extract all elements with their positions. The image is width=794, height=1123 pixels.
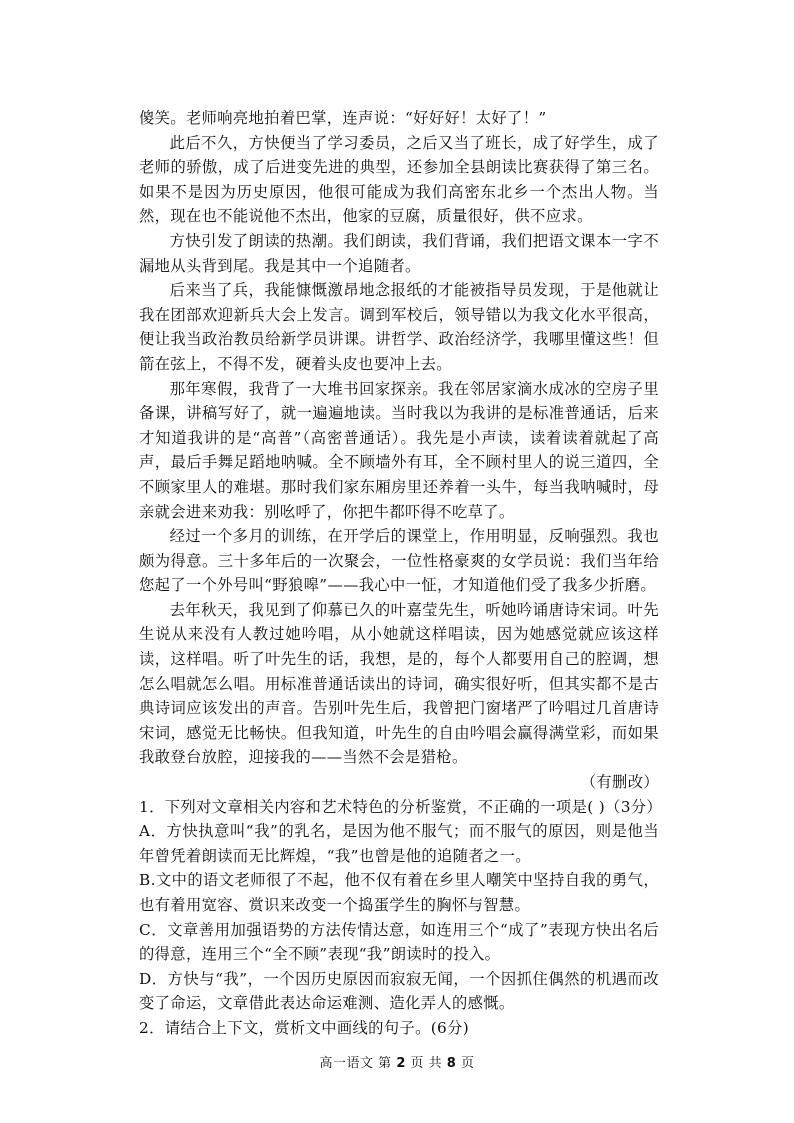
question-1-option-a: A．方快执意叫“我”的乳名，是因为他不服气；而不服气的原因，则是他当年曾凭着朗读而无比辉煌，“我”也曾是他的追随者之一。 <box>139 822 659 865</box>
footer-page-suffix: 页 <box>460 1056 475 1071</box>
abridged-note: （有删改） <box>580 773 659 792</box>
footer-page-prefix: 第 <box>378 1056 392 1071</box>
paragraph-2: 此后不久，方快便当了学习委员，之后又当了班长，成了好学生，成了老师的骄傲，成了后进变先进的典型，还参加全县朗读比赛获得了第三名。如果不是因为历史原因，他很可能成为我们高密东北乡一个杰出人物。当然，现在也不能说他不杰出，他家的豆腐，质量很好，供不应求。 <box>139 133 659 226</box>
footer-page-number: 2 <box>396 1056 406 1071</box>
paragraph-6: 经过一个多月的训练，在开学后的课堂上，作用明显，反响强烈。我也颇为得意。三十多年后的一次聚会，一位性格豪爽的女学员说：我们当年给您起了一个外号叫“野狼嗥”——我心中一怔，才知道他们受了我多少折磨。 <box>139 527 659 595</box>
page-footer <box>0 1052 794 1071</box>
paragraph-7: 去年秋天，我见到了仰慕已久的叶嘉莹先生，听她吟诵唐诗宋词。叶先生说从来没有人教过她吟唱，从小她就这样唱读，因为她感觉就应该这样读，这样唱。听了叶先生的话，我想，是的，每个人都要用自己的腔调，想怎么唱就怎么唱。用标准普通话读出的诗词，确实很好听，但其实都不是古典诗词应该发出的声音。告别叶先生后，我曾把门窗堵严了吟唱过几首唐诗宋词，感觉无比畅快。但我知道，叶先生的自由吟唱会赢得满堂彩，而如果我敢登台放腔，迎接我的——当然不会是猎枪。 <box>139 600 659 767</box>
question-2-stem: 2．请结合上下文，赏析文中画线的句子。(6分) <box>139 1018 470 1037</box>
footer-total-pages: 8 <box>446 1056 457 1071</box>
paragraph-4: 后来当了兵，我能慷慨激昂地念报纸的才能被指导员发现，于是他就让我在团部欢迎新兵大会上发言。调到军校后，领导错以为我文化水平很高，便让我当政治教员给新学员讲课。讲哲学、政治经济学，我哪里懂这些！但箭在弦上，不得不发，硬着头皮也要冲上去。 <box>139 281 659 373</box>
question-1-option-b: B.文中的语文老师很了不起，他不仅有着在乡里人嘲笑中坚持自我的勇气，也有着用宽容、赏识来改变一个捣蛋学生的胸怀与智慧。 <box>139 871 659 914</box>
page-content <box>139 106 663 1041</box>
paragraph-5: 那年寒假，我背了一大堆书回家探亲。我在邻居家滴水成冰的空房子里备课，讲稿写好了，就一遍遍地读。当时我以为我讲的是标准普通话，后来才知道我讲的是“高普”（高密普通话）。我先是小声读，读着读着就起了高声，最后手舞足蹈地呐喊。全不顾墙外有耳，全不顾村里人的说三道四，全不顾家里人的难堪。那时我们家东厢房里还养着一头牛，每当我呐喊时，母亲就会进来劝我：别吆呼了，你把牛都吓得不吃草了。 <box>139 379 659 521</box>
question-1-option-d: D．方快与“我”，一个因历史原因而寂寂无闻，一个因抓住偶然的机遇而改变了命运，文章借此表达命运难测、造化弄人的感慨。 <box>139 969 659 1013</box>
paragraph-3: 方快引发了朗读的热潮。我们朗读，我们背诵，我们把语文课本一字不漏地从头背到尾。我是其中一个追随者。 <box>139 231 659 275</box>
footer-subject: 高一语文 <box>319 1056 374 1071</box>
paragraph-1: 傻笑。老师响亮地拍着巴掌，连声说：“好好好！太好了！” <box>139 109 547 127</box>
question-1-option-c: C．文章善用加强语势的方法传情达意，如连用三个“成了”表现方快出名后的得意，连用三个“全不顾”表现“我”朗读时的投入。 <box>139 920 659 964</box>
question-1-stem: 1．下列对文章相关内容和艺术特色的分析鉴赏，不正确的一项是( )（3分） <box>139 797 663 816</box>
footer-page-mid: 页 共 <box>410 1056 443 1071</box>
